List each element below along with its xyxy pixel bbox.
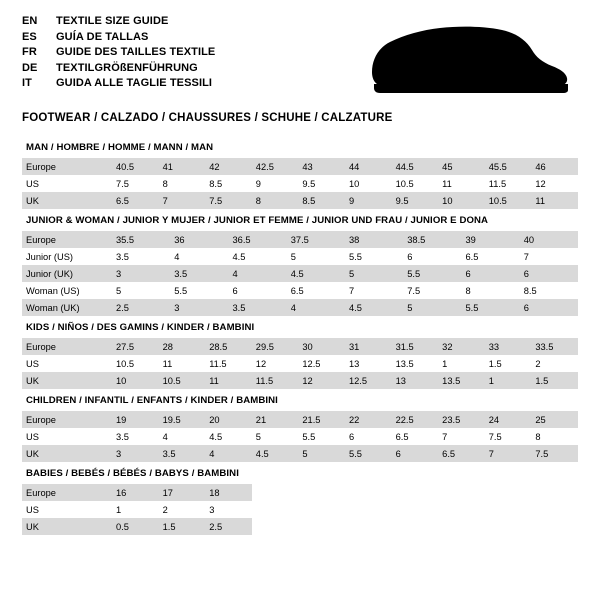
cell: 4 [170, 248, 228, 265]
cell: 4.5 [205, 428, 252, 445]
cell: 5.5 [345, 248, 403, 265]
cell: 21 [252, 411, 299, 428]
cell: 10.5 [392, 175, 439, 192]
row-label: US [22, 501, 112, 518]
block-title: CHILDREN / INFANTIL / ENFANTS / KINDER / BAMBINI [26, 395, 278, 406]
cell [298, 518, 345, 535]
cell [252, 501, 299, 518]
cell: 6 [229, 282, 287, 299]
cell: 10 [438, 192, 485, 209]
cell: 10.5 [485, 192, 532, 209]
cell: 12 [531, 175, 578, 192]
cell: 4 [287, 299, 345, 316]
cell: 24 [485, 411, 532, 428]
row-label: Europe [22, 484, 112, 501]
cell: 1 [438, 355, 485, 372]
cell: 6.5 [287, 282, 345, 299]
cell [485, 501, 532, 518]
row-label: Europe [22, 338, 112, 355]
cell: 6.5 [462, 248, 520, 265]
cell: 3 [170, 299, 228, 316]
cell: 3.5 [229, 299, 287, 316]
table-row [22, 158, 578, 175]
cell: 4.5 [345, 299, 403, 316]
dress-shoe-icon [364, 20, 574, 98]
cell: 2.5 [112, 299, 170, 316]
cell: 2 [531, 355, 578, 372]
cell: 3 [112, 265, 170, 282]
cell: 2 [159, 501, 206, 518]
cell: 11 [438, 175, 485, 192]
cell [345, 518, 392, 535]
cell: 19.5 [159, 411, 206, 428]
cell: 3.5 [112, 248, 170, 265]
block-title: JUNIOR & WOMAN / JUNIOR Y MUJER / JUNIOR ET FEMME / JUNIOR UND FRAU / JUNIOR E DONA [26, 215, 489, 226]
cell: 21.5 [298, 411, 345, 428]
cell: 7 [345, 282, 403, 299]
cell: 8.5 [520, 282, 578, 299]
cell: 5 [287, 248, 345, 265]
cell [392, 518, 439, 535]
cell: 2.5 [205, 518, 252, 535]
cell: 6.5 [112, 192, 159, 209]
cell: 10.5 [159, 372, 206, 389]
cell: 32 [438, 338, 485, 355]
size-table [22, 338, 578, 389]
cell: 38.5 [403, 231, 461, 248]
cell: 12 [252, 355, 299, 372]
cell: 3 [112, 445, 159, 462]
cell: 1.5 [485, 355, 532, 372]
cell: 6 [392, 445, 439, 462]
language-row [22, 45, 215, 61]
table-row [22, 338, 578, 355]
cell: 6 [403, 248, 461, 265]
cell: 0.5 [112, 518, 159, 535]
cell: 8 [531, 428, 578, 445]
row-label: UK [22, 445, 112, 462]
cell: 13 [345, 355, 392, 372]
cell: 1 [112, 501, 159, 518]
row-label: UK [22, 372, 112, 389]
cell: 8 [159, 175, 206, 192]
cell: 11.5 [252, 372, 299, 389]
cell: 29.5 [252, 338, 299, 355]
language-code: IT [22, 77, 32, 89]
row-label: Woman (US) [22, 282, 112, 299]
table-row [22, 299, 578, 316]
block-title: KIDS / NIÑOS / DES GAMINS / KINDER / BAMBINI [26, 322, 255, 333]
language-text: GUIDA ALLE TAGLIE TESSILI [56, 77, 213, 89]
cell [531, 501, 578, 518]
cell: 11 [159, 355, 206, 372]
language-row [22, 61, 215, 77]
cell: 13 [392, 372, 439, 389]
cell: 4.5 [287, 265, 345, 282]
row-label: US [22, 175, 112, 192]
size-block-man [22, 136, 578, 209]
cell [298, 501, 345, 518]
cell: 35.5 [112, 231, 170, 248]
table-row [22, 445, 578, 462]
table-row [22, 518, 578, 535]
cell: 13.5 [438, 372, 485, 389]
cell: 4.5 [252, 445, 299, 462]
cell: 3.5 [159, 445, 206, 462]
cell: 20 [205, 411, 252, 428]
cell: 7.5 [531, 445, 578, 462]
cell: 5 [403, 299, 461, 316]
size-table [22, 411, 578, 462]
cell: 25 [531, 411, 578, 428]
cell: 9.5 [392, 192, 439, 209]
cell: 9 [252, 175, 299, 192]
cell [252, 518, 299, 535]
row-label: US [22, 355, 112, 372]
cell: 27.5 [112, 338, 159, 355]
cell: 7 [438, 428, 485, 445]
cell: 37.5 [287, 231, 345, 248]
language-code: EN [22, 15, 38, 27]
cell: 43 [298, 158, 345, 175]
cell: 7 [159, 192, 206, 209]
cell: 7.5 [403, 282, 461, 299]
cell: 8.5 [298, 192, 345, 209]
cell: 4.5 [229, 248, 287, 265]
cell: 12.5 [298, 355, 345, 372]
cell [531, 484, 578, 501]
row-label: Junior (US) [22, 248, 112, 265]
table-row [22, 265, 578, 282]
block-title: BABIES / BEBÉS / BÉBÉS / BABYS / BAMBINI [26, 468, 239, 479]
language-row [22, 30, 215, 46]
cell: 6.5 [438, 445, 485, 462]
language-code: ES [22, 30, 37, 43]
cell: 5 [298, 445, 345, 462]
cell: 22.5 [392, 411, 439, 428]
cell: 8.5 [205, 175, 252, 192]
cell: 5.5 [170, 282, 228, 299]
size-block-junior-woman [22, 209, 578, 316]
cell: 10.5 [112, 355, 159, 372]
table-row [22, 192, 578, 209]
cell: 4 [205, 445, 252, 462]
cell: 9 [345, 192, 392, 209]
cell: 33 [485, 338, 532, 355]
cell: 44.5 [392, 158, 439, 175]
cell: 40.5 [112, 158, 159, 175]
cell [531, 518, 578, 535]
cell: 42.5 [252, 158, 299, 175]
cell [392, 484, 439, 501]
table-row [22, 355, 578, 372]
language-row [22, 76, 215, 92]
cell [485, 484, 532, 501]
cell: 1.5 [159, 518, 206, 535]
table-row [22, 372, 578, 389]
cell [392, 501, 439, 518]
cell: 13.5 [392, 355, 439, 372]
language-row [22, 14, 215, 30]
cell: 3.5 [112, 428, 159, 445]
row-label: Junior (UK) [22, 265, 112, 282]
table-row [22, 411, 578, 428]
row-label: Woman (UK) [22, 299, 112, 316]
cell: 7 [520, 248, 578, 265]
table-row [22, 248, 578, 265]
cell: 1.5 [531, 372, 578, 389]
cell: 11.5 [485, 175, 532, 192]
cell: 40 [520, 231, 578, 248]
cell: 38 [345, 231, 403, 248]
cell: 17 [159, 484, 206, 501]
language-list [22, 14, 215, 92]
table-row [22, 175, 578, 192]
cell: 12 [298, 372, 345, 389]
cell [438, 501, 485, 518]
cell: 22 [345, 411, 392, 428]
page-title: FOOTWEAR / CALZADO / CHAUSSURES / SCHUHE / CALZATURE [22, 112, 393, 124]
cell: 31 [345, 338, 392, 355]
cell [485, 518, 532, 535]
cell: 19 [112, 411, 159, 428]
cell: 5.5 [403, 265, 461, 282]
cell: 16 [112, 484, 159, 501]
cell: 5 [345, 265, 403, 282]
cell [252, 484, 299, 501]
cell: 11 [531, 192, 578, 209]
cell: 5.5 [462, 299, 520, 316]
cell [438, 484, 485, 501]
cell: 28.5 [205, 338, 252, 355]
cell: 46 [531, 158, 578, 175]
cell: 7.5 [485, 428, 532, 445]
cell: 6.5 [392, 428, 439, 445]
size-table [22, 484, 578, 535]
cell: 7.5 [112, 175, 159, 192]
cell: 31.5 [392, 338, 439, 355]
cell [345, 484, 392, 501]
table-row [22, 282, 578, 299]
cell: 9.5 [298, 175, 345, 192]
cell: 36 [170, 231, 228, 248]
cell: 33.5 [531, 338, 578, 355]
cell: 5 [112, 282, 170, 299]
language-text: GUÍA DE TALLAS [56, 30, 149, 43]
cell: 3.5 [170, 265, 228, 282]
header [22, 14, 578, 98]
cell: 42 [205, 158, 252, 175]
row-label: Europe [22, 158, 112, 175]
cell: 7 [485, 445, 532, 462]
cell [298, 484, 345, 501]
table-row [22, 501, 578, 518]
row-label: UK [22, 192, 112, 209]
row-label: Europe [22, 231, 112, 248]
cell: 44 [345, 158, 392, 175]
cell: 4 [229, 265, 287, 282]
cell: 5 [252, 428, 299, 445]
cell: 18 [205, 484, 252, 501]
cell: 11.5 [205, 355, 252, 372]
row-label: Europe [22, 411, 112, 428]
language-code: FR [22, 46, 37, 58]
table-row [22, 231, 578, 248]
cell: 45.5 [485, 158, 532, 175]
row-label: UK [22, 518, 112, 535]
cell: 10 [112, 372, 159, 389]
language-text: TEXTILE SIZE GUIDE [56, 15, 169, 27]
cell [438, 518, 485, 535]
size-block-children [22, 389, 578, 462]
language-text: TEXTILGRÖßENFÜHRUNG [56, 61, 198, 74]
cell: 6 [520, 299, 578, 316]
cell: 6 [520, 265, 578, 282]
cell [345, 501, 392, 518]
size-block-babies [22, 462, 578, 535]
size-table [22, 231, 578, 316]
cell: 3 [205, 501, 252, 518]
cell: 6 [345, 428, 392, 445]
block-title: MAN / HOMBRE / HOMME / MANN / MAN [26, 142, 214, 153]
cell: 30 [298, 338, 345, 355]
cell: 8 [462, 282, 520, 299]
cell: 7.5 [205, 192, 252, 209]
language-code: DE [22, 61, 38, 74]
cell: 11 [205, 372, 252, 389]
size-table [22, 158, 578, 209]
cell: 41 [159, 158, 206, 175]
cell: 8 [252, 192, 299, 209]
cell: 4 [159, 428, 206, 445]
size-block-kids [22, 316, 578, 389]
cell: 45 [438, 158, 485, 175]
table-row [22, 484, 578, 501]
cell: 5.5 [345, 445, 392, 462]
cell: 39 [462, 231, 520, 248]
cell: 28 [159, 338, 206, 355]
cell: 12.5 [345, 372, 392, 389]
cell: 10 [345, 175, 392, 192]
table-row [22, 428, 578, 445]
language-text: GUIDE DES TAILLES TEXTILE [56, 46, 216, 58]
cell: 1 [485, 372, 532, 389]
row-label: US [22, 428, 112, 445]
cell: 5.5 [298, 428, 345, 445]
cell: 36.5 [229, 231, 287, 248]
cell: 6 [462, 265, 520, 282]
cell: 23.5 [438, 411, 485, 428]
